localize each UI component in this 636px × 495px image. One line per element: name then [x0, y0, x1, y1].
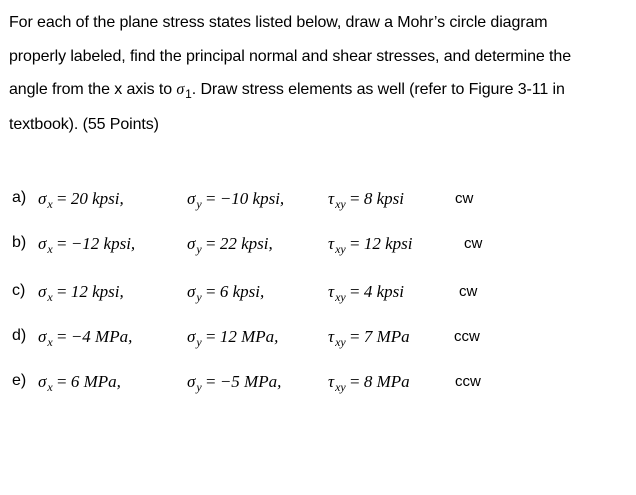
tau-xy: $\tau_{xy} = 7$ MPa: [328, 327, 410, 349]
sigma-1-symbol: σ: [176, 81, 185, 98]
sigma-y-value: 22 kpsi,: [219, 234, 273, 253]
statement-line-3: [9, 73, 629, 108]
sigma-y: $\sigma_y = -5$ MPa,: [187, 372, 282, 394]
tau-xy-value: 4 kpsi: [363, 282, 404, 301]
problem-label: c): [12, 282, 26, 299]
tau-xy: $\tau_{xy} = 4$ kpsi: [328, 282, 404, 304]
statement-line-2: properly labeled, find the principal normal and shear stresses, and determine the: [9, 47, 572, 65]
sigma-x: $\sigma_x = -4$ MPa,: [38, 327, 133, 349]
sigma-x-value: 20 kpsi,: [70, 189, 124, 208]
sigma-y-value: 6 kpsi,: [219, 282, 265, 301]
sigma-x: $\sigma_x = -12$ kpsi,: [38, 234, 136, 256]
sigma-y: $\sigma_y = -10$ kpsi,: [187, 189, 285, 211]
sigma-y-value: −5 MPa,: [219, 372, 282, 391]
statement-line-1: For each of the plane stress states listed below, draw a Mohr’s circle diagram: [9, 14, 548, 31]
tau-xy: $\tau_{xy} = 12$ kpsi: [328, 234, 413, 256]
sigma-y: $\sigma_y = 6$ kpsi,: [187, 282, 265, 304]
sigma-x-value: −4 MPa,: [70, 327, 133, 346]
sigma-y: $\sigma_y = 12$ MPa,: [187, 327, 279, 349]
sigma-x: $\sigma_x = 12$ kpsi,: [38, 282, 124, 304]
problem-label: e): [12, 372, 27, 389]
sigma-x: $\sigma_x = 6$ MPa,: [38, 372, 121, 394]
sigma-x-value: 6 MPa,: [70, 372, 121, 391]
sigma-1-subscript: 1: [185, 87, 192, 101]
problem-label: b): [12, 234, 27, 251]
tau-xy: $\tau_{xy} = 8$ MPa: [328, 372, 410, 394]
sigma-x-value: −12 kpsi,: [70, 234, 136, 253]
statement-line-3a: angle from the x axis to: [9, 81, 177, 98]
statement-line-3b: . Draw stress elements as well (refer to Figure 3-11 in: [191, 81, 565, 98]
sigma-y-value: −10 kpsi,: [219, 189, 285, 208]
tau-xy-value: 12 kpsi: [363, 234, 413, 253]
tau-xy-value: 8 kpsi: [363, 189, 404, 208]
problem-statement: [9, 6, 629, 141]
sigma-x: $\sigma_x = 20$ kpsi,: [38, 189, 124, 211]
sigma-y-value: 12 MPa,: [219, 327, 279, 346]
shear-direction: cw: [455, 190, 474, 207]
tau-xy-value: 8 MPa: [363, 372, 410, 391]
shear-direction: cw: [459, 283, 478, 300]
problem-label: d): [12, 327, 27, 344]
shear-direction: ccw: [455, 373, 481, 390]
problem-label: a): [12, 189, 27, 206]
shear-direction: cw: [464, 235, 483, 252]
tau-xy: $\tau_{xy} = 8$ kpsi: [328, 189, 404, 211]
sigma-y: $\sigma_y = 22$ kpsi,: [187, 234, 273, 256]
statement-line-4: textbook). (55 Points): [9, 115, 159, 133]
sigma-x-value: 12 kpsi,: [70, 282, 124, 301]
tau-xy-value: 7 MPa: [363, 327, 410, 346]
shear-direction: ccw: [454, 328, 480, 345]
